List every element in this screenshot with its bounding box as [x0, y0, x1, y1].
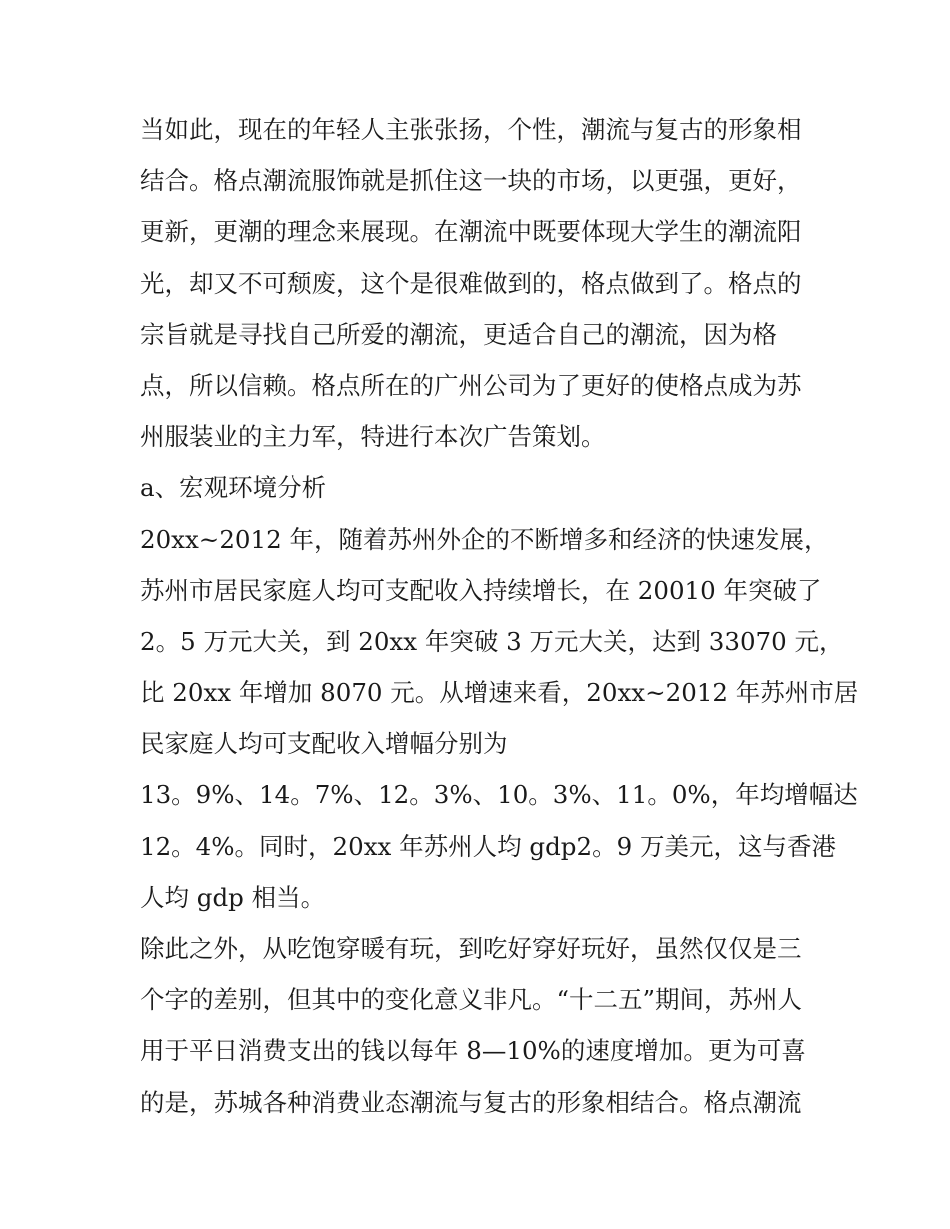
text-line-17: 除此之外，从吃饱穿暖有玩，到吃好穿好玩好，虽然仅仅是三 [140, 934, 802, 963]
text-line-10: 苏州市居民家庭人均可支配收入持续增长，在 20010 年突破了 [140, 575, 822, 605]
text-line-6: 点，所以信赖。格点所在的广州公司为了更好的使格点成为苏 [140, 370, 802, 400]
text-line-5: 宗旨就是寻找自己所爱的潮流，更适合自己的潮流，因为格 [140, 319, 777, 349]
text-line-13: 民家庭人均可支配收入增幅分别为 [140, 729, 508, 759]
text-line-14: 13。9%、14。7%、12。3%、10。3%、11。0%，年均增幅达 [140, 780, 858, 810]
text-line-3: 更新，更潮的理念来展现。在潮流中既要体现大学生的潮流阳 [140, 217, 802, 247]
text-line-20: 的是，苏城各种消费业态潮流与复古的形象相结合。格点潮流 [140, 1087, 802, 1117]
text-line-1: 当如此，现在的年轻人主张张扬，个性，潮流与复古的形象相 [140, 115, 802, 144]
text-line-16: 人均 gdp 相当。 [140, 882, 326, 912]
text-line-12: 比 20xx 年增加 8070 元。从增速来看，20xx~2012 年苏州市居 [140, 678, 859, 708]
text-line-4: 光，却又不可颓废，这个是很难做到的，格点做到了。格点的 [140, 268, 802, 298]
text-line-18: 个字的差别，但其中的变化意义非凡。“十二五”期间，苏州人 [140, 985, 803, 1015]
text-line-7: 州服装业的主力军，特进行本次广告策划。 [140, 422, 606, 452]
text-line-15: 12。4%。同时，20xx 年苏州人均 gdp2。9 万美元，这与香港 [140, 831, 836, 861]
text-line-19: 用于平日消费支出的钱以每年 8—10%的速度增加。更为可喜 [140, 1036, 806, 1066]
text-line-9: 20xx~2012 年，随着苏州外企的不断增多和经济的快速发展， [140, 524, 829, 554]
text-line-11: 2。5 万元大关，到 20xx 年突破 3 万元大关，达到 33070 元， [140, 626, 844, 656]
text-line-2: 结合。格点潮流服饰就是抓住这一块的市场，以更强，更好， [140, 166, 802, 196]
section-heading: a、宏观环境分析 [140, 473, 327, 503]
document-body [140, 104, 859, 1128]
